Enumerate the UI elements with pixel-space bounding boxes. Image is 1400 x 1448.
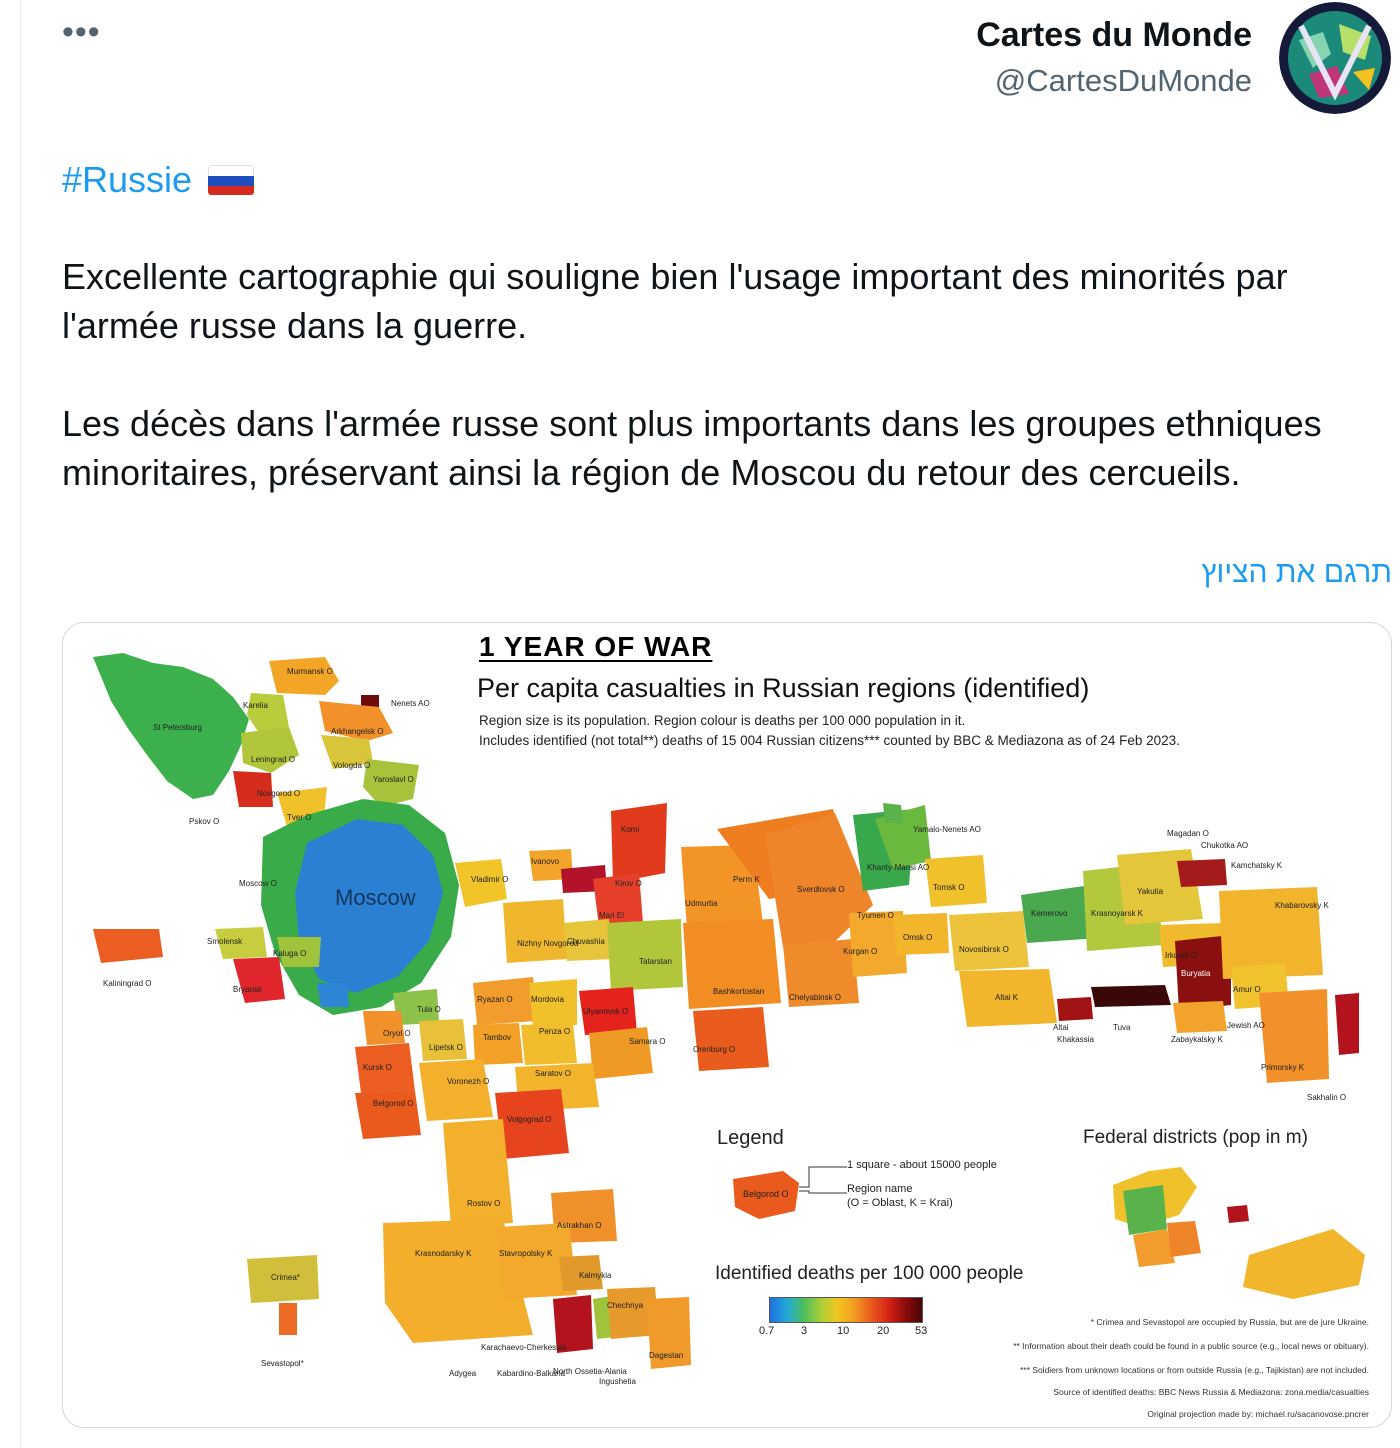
- label-crimea: Crimea*: [271, 1273, 300, 1282]
- map-note-2: Includes identified (not total**) deaths of 15 004 Russian citizens*** counted by BBC & Mediazona as of 24 Feb 2023.: [479, 733, 1180, 748]
- label-smolensk: Smolensk: [207, 937, 243, 946]
- translate-tweet-link[interactable]: תרגם את הציוץ: [1201, 556, 1392, 589]
- label-yakutia: Yakutia: [1137, 887, 1164, 896]
- label-perm: Perm K: [733, 875, 760, 884]
- footnote-1: * Crimea and Sevastopol are occupied by Russia, but are de jure Ukraine.: [1090, 1317, 1369, 1327]
- scale-tick-3: 20: [877, 1325, 890, 1337]
- label-kursk: Kursk O: [363, 1063, 392, 1072]
- region-komi: [611, 803, 667, 883]
- label-north-ossetia: North Ossetia-Alania: [553, 1367, 627, 1376]
- label-kamchatsky: Kamchatsky K: [1231, 861, 1283, 870]
- label-kemerovo: Kemerovo: [1031, 909, 1068, 918]
- label-sverdlovsk: Sverdlovsk O: [797, 885, 845, 894]
- label-voronezh: Voronezh O: [447, 1077, 490, 1086]
- map-title: 1 YEAR OF WAR: [479, 631, 713, 662]
- region-tomsk: [925, 855, 987, 907]
- label-primorsky: Primorsky K: [1261, 1063, 1305, 1072]
- region-tatarstan: [607, 919, 683, 991]
- label-oryol: Oryol O: [383, 1029, 411, 1038]
- region-nizhny: [503, 899, 567, 963]
- author-name[interactable]: Cartes du Monde: [976, 16, 1252, 54]
- tweet-text-paragraph-1: Excellente cartographie qui souligne bien l'usage important des minorités par l'armée russe dans la guerre.: [62, 256, 1288, 346]
- label-tomsk: Tomsk O: [933, 883, 965, 892]
- mini-far-eastern: [1227, 1205, 1249, 1223]
- label-nenets: Nenets AO: [391, 699, 430, 708]
- label-kaluga: Kaluga O: [273, 949, 307, 958]
- label-nizhny: Nizhny Novgorod: [517, 939, 579, 948]
- region-voronezh: [419, 1059, 493, 1121]
- label-samara: Samara O: [629, 1037, 666, 1046]
- label-mordovia: Mordovia: [531, 995, 564, 1004]
- label-khabarovsky: Khabarovsky K: [1275, 901, 1329, 910]
- label-karachaevo: Karachaevo-Cherkessia: [481, 1343, 567, 1352]
- label-pskov: Pskov O: [189, 817, 220, 826]
- scale-tick-1: 3: [801, 1325, 808, 1337]
- region-kamchatsky: [1177, 859, 1227, 887]
- region-murmansk: [269, 657, 339, 695]
- label-penza: Penza O: [539, 1027, 571, 1036]
- label-belgorod: Belgorod O: [373, 1099, 414, 1108]
- label-magadan: Magadan O: [1167, 829, 1209, 838]
- label-novgorod: Novgorod O: [257, 789, 301, 798]
- region-bryansk: [233, 957, 285, 1003]
- legend-region-name: Region name: [847, 1183, 913, 1195]
- label-volgograd: Volgograd O: [507, 1115, 552, 1124]
- label-omsk: Omsk O: [903, 933, 933, 942]
- label-amur: Amur O: [1233, 985, 1261, 994]
- label-jewish: Jewish AO: [1227, 1021, 1265, 1030]
- label-kurgan: Kurgan O: [843, 947, 878, 956]
- label-zabaykalsky: Zabaykalsky K: [1171, 1035, 1224, 1044]
- tweet-text-paragraph-2: Les décès dans l'armée russe sont plus importants dans les groupes ethniques minoritaires, préservant ainsi la région de Moscou du retour des cercueils.: [62, 403, 1322, 493]
- region-zabaykalsky: [1173, 1001, 1227, 1033]
- label-khanty: Khanty-Mansi AO: [867, 863, 930, 872]
- label-yamalo: Yamalo-Nenets AO: [913, 825, 981, 834]
- region-yamalo: [883, 803, 903, 823]
- label-tambov: Tambov: [483, 1033, 512, 1042]
- scale-tick-2: 10: [837, 1325, 850, 1337]
- mini-urals: [1167, 1221, 1201, 1257]
- map-note-1: Region size is its population. Region colour is deaths per 100 000 population in it.: [479, 713, 966, 728]
- label-ivanovo: Ivanovo: [531, 857, 560, 866]
- mini-russia-outline: [1243, 1229, 1365, 1299]
- footnote-3: *** Soldiers from unknown locations or from outside Russia (e.g., Tajikistan) are not included.: [1020, 1365, 1369, 1375]
- label-altai: Altai: [1053, 1023, 1069, 1032]
- label-ingushetia: Ingushetia: [599, 1377, 636, 1386]
- hashtag-link[interactable]: #Russie: [62, 159, 193, 200]
- region-novosibirsk: [949, 911, 1029, 971]
- label-tuva: Tuva: [1113, 1023, 1131, 1032]
- more-horizontal-icon[interactable]: •••: [62, 13, 101, 51]
- region-altai: [1057, 997, 1093, 1021]
- label-dagestan: Dagestan: [649, 1351, 684, 1360]
- region-tambov: [473, 1023, 523, 1065]
- scale-tick-4: 53: [915, 1325, 928, 1337]
- footnote-2: ** Information about their death could be found in a public source (e.g., local news or obituary).: [1013, 1341, 1369, 1351]
- timeline-border: [20, 0, 21, 1448]
- label-leningrad: Leningrad O: [251, 755, 296, 764]
- label-chelyabinsk: Chelyabinsk O: [789, 993, 842, 1002]
- label-lipetsk: Lipetsk O: [429, 1043, 463, 1052]
- label-tula: Tula O: [417, 1005, 441, 1014]
- region-kaliningrad: [93, 929, 163, 963]
- label-vladimir: Vladimir O: [471, 875, 509, 884]
- label-krasnoyarsk: Krasnoyarsk K: [1091, 909, 1144, 918]
- color-scale-bar: [769, 1297, 923, 1323]
- label-karelia: Karelia: [243, 701, 268, 710]
- label-orenburg: Orenburg O: [693, 1045, 736, 1054]
- label-bashkortostan: Bashkortostan: [713, 987, 765, 996]
- label-kalmykia: Kalmykia: [579, 1271, 612, 1280]
- avatar[interactable]: [1279, 2, 1391, 114]
- legend-example-label: Belgorod O: [743, 1189, 789, 1199]
- label-ulyanovsk: Ulyanovsk O: [583, 1007, 629, 1016]
- deaths-scale-heading: Identified deaths per 100 000 people: [715, 1263, 1024, 1284]
- label-buryatia: Buryatia: [1181, 969, 1211, 978]
- legend-square-note: 1 square - about 15000 people: [847, 1159, 997, 1171]
- moscow-label: Moscow: [335, 885, 416, 910]
- label-chukotka: Chukotka AO: [1201, 841, 1249, 850]
- label-astrakhan: Astrakhan O: [557, 1221, 602, 1230]
- label-murmansk: Murmansk O: [287, 667, 333, 676]
- label-st-petersburg: St Petersburg: [153, 723, 202, 732]
- label-kaliningrad: Kaliningrad O: [103, 979, 152, 988]
- legend-heading: Legend: [717, 1127, 784, 1149]
- label-sevastopol: Sevastopol*: [261, 1359, 304, 1368]
- label-vologda: Vologda O: [333, 761, 371, 770]
- label-arkhangelsk: Arkhangelsk O: [331, 727, 384, 736]
- region-sevastopol: [279, 1303, 297, 1335]
- region-lipetsk: [419, 1019, 467, 1061]
- tweet-author[interactable]: [976, 12, 1252, 104]
- mini-central: [1123, 1185, 1167, 1235]
- russia-flag-icon: [208, 165, 254, 195]
- federal-districts-heading: Federal districts (pop in m): [1083, 1127, 1308, 1148]
- footnote-5: Original projection made by: michael.ru/sacanovose.pncrer: [1147, 1409, 1369, 1419]
- label-novosibirsk: Novosibirsk O: [959, 945, 1009, 954]
- region-moscow-south: [317, 983, 349, 1007]
- legend-region-key: (O = Oblast, K = Krai): [847, 1197, 953, 1209]
- footnote-4: Source of identified deaths: BBC News Russia & Mediazona: zona.media/casualties: [1053, 1387, 1369, 1397]
- label-chechnya: Chechnya: [607, 1301, 644, 1310]
- label-altai-k: Altai K: [995, 993, 1019, 1002]
- region-karelia: [247, 693, 289, 733]
- region-leningrad: [241, 727, 299, 773]
- label-saratov: Saratov O: [535, 1069, 572, 1078]
- label-ryazan: Ryazan O: [477, 995, 513, 1004]
- label-adygea: Adygea: [449, 1369, 477, 1378]
- tweet-media-image[interactable]: [62, 622, 1392, 1428]
- label-tyumen: Tyumen O: [857, 911, 894, 920]
- author-handle[interactable]: @CartesDuMonde: [994, 63, 1252, 98]
- label-khakassia: Khakassia: [1057, 1035, 1094, 1044]
- label-tatarstan: Tatarstan: [639, 957, 672, 966]
- label-yaroslavl: Yaroslavl O: [373, 775, 414, 784]
- map-subtitle: Per capita casualties in Russian regions (identified): [477, 673, 1090, 703]
- scale-tick-0: 0.7: [759, 1325, 775, 1337]
- legend-leader-lines: [799, 1163, 849, 1213]
- label-stavropolsky: Stavropolsky K: [499, 1249, 553, 1258]
- region-rostov: [443, 1119, 513, 1227]
- region-samara: [589, 1027, 653, 1079]
- label-tver: Tver O: [287, 813, 312, 822]
- label-moscow-oblast: Moscow O: [239, 879, 277, 888]
- label-bryansk: Bryansk: [233, 985, 262, 994]
- label-krasnodarsky: Krasnodarsky K: [415, 1249, 472, 1258]
- label-irkutsk: Irkutsk O: [1165, 951, 1198, 960]
- label-chuvashia: Chuvashia: [567, 937, 605, 946]
- label-rostov: Rostov O: [467, 1199, 501, 1208]
- label-udmurtia: Udmurtia: [685, 899, 718, 908]
- hashtag-line: [62, 156, 254, 204]
- label-komi: Komi: [621, 825, 640, 834]
- label-kirov: Kirov O: [615, 879, 642, 888]
- label-kabardino: Kabardino-Balkaria: [497, 1369, 566, 1378]
- region-tuva-strip: [1091, 985, 1171, 1007]
- region-orenburg: [693, 1007, 769, 1071]
- label-mari: Mari El: [599, 911, 624, 920]
- region-oryol: [363, 1011, 405, 1045]
- region-volgograd: [495, 1089, 569, 1159]
- label-sakhalin: Sakhalin O: [1307, 1093, 1347, 1102]
- region-sakhalin: [1335, 993, 1359, 1055]
